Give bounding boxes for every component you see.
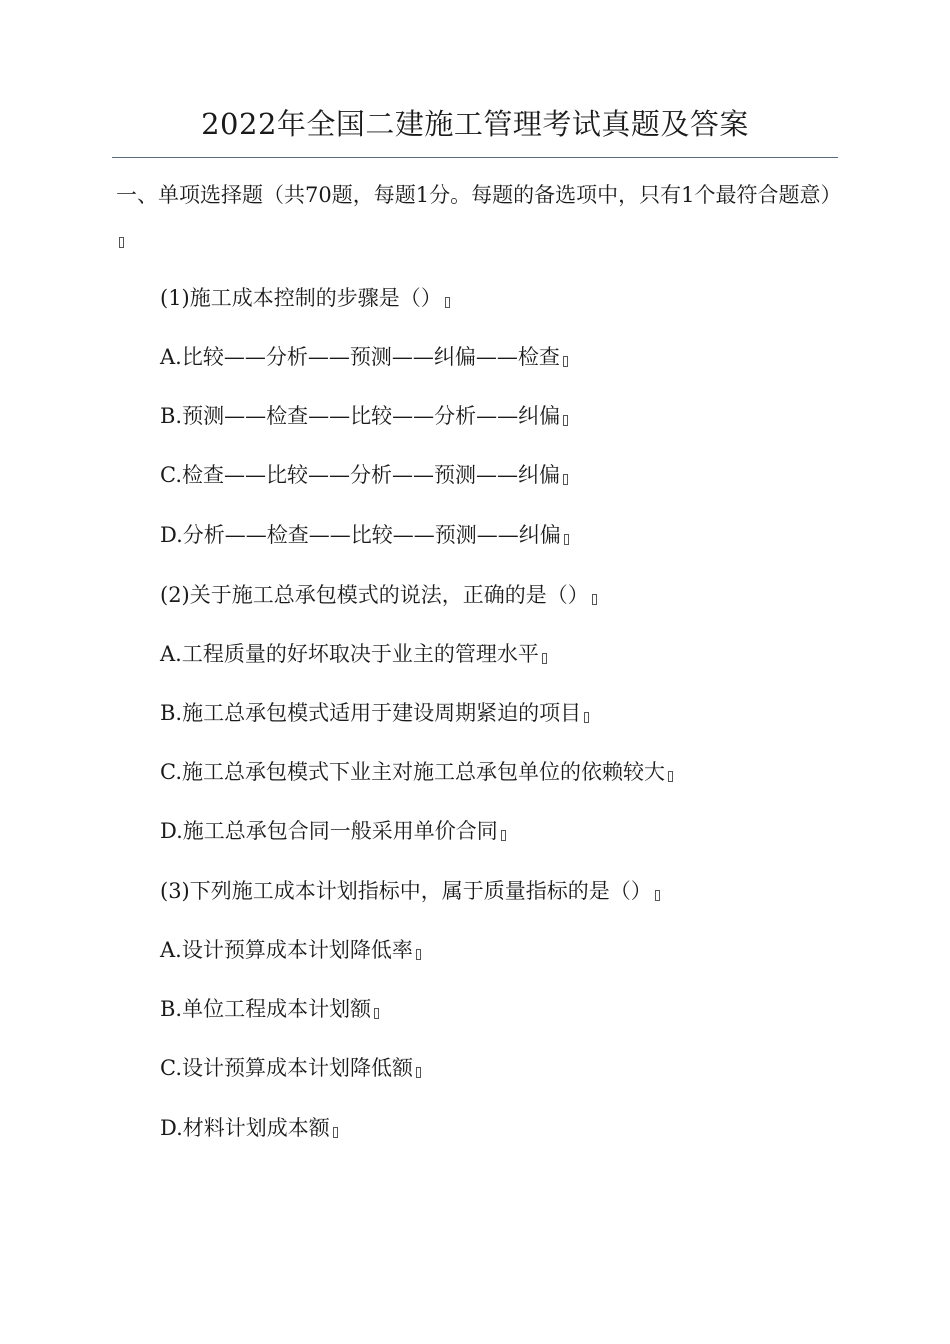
question-stem: (3)下列施工成本计划指标中，属于质量指标的是（） [160, 876, 660, 906]
paragraph-mark-icon [592, 594, 597, 605]
section-heading-text: 一、单项选择题（共70题，每题1分。每题的备选项中，只有1个最符合题意） [116, 183, 842, 207]
paragraph-mark-icon [374, 1008, 379, 1019]
answer-option: A.比较——分析——预测——纠偏——检查 [160, 342, 568, 372]
answer-option: B.单位工程成本计划额 [160, 994, 379, 1024]
paragraph-mark-icon [416, 1067, 421, 1078]
document-title: 2022年全国二建施工管理考试真题及答案 [201, 107, 749, 141]
question-stem: (2)关于施工总承包模式的说法，正确的是（） [160, 580, 597, 610]
answer-option: D.材料计划成本额 [160, 1113, 338, 1143]
paragraph-mark-icon [655, 890, 660, 901]
answer-option: C.检查——比较——分析——预测——纠偏 [160, 460, 568, 490]
answer-option: B.施工总承包模式适用于建设周期紧迫的项目 [160, 698, 589, 728]
question-stem: (1)施工成本控制的步骤是（） [160, 283, 450, 313]
paragraph-mark-icon [119, 237, 124, 248]
paragraph-mark-icon [542, 653, 547, 664]
answer-option: C.设计预算成本计划降低额 [160, 1053, 421, 1083]
paragraph-mark-icon [416, 949, 421, 960]
answer-option: C.施工总承包模式下业主对施工总承包单位的依赖较大 [160, 757, 673, 787]
section-heading [116, 174, 842, 260]
answer-option: D.分析——检查——比较——预测——纠偏 [160, 520, 569, 550]
answer-option: B.预测——检查——比较——分析——纠偏 [160, 401, 568, 431]
paragraph-mark-icon [445, 297, 450, 308]
paragraph-mark-icon [668, 771, 673, 782]
answer-option: D.施工总承包合同一般采用单价合同 [160, 816, 506, 846]
paragraph-mark-icon [501, 830, 506, 841]
answer-option: A.设计预算成本计划降低率 [160, 935, 421, 965]
paragraph-mark-icon [584, 712, 589, 723]
paragraph-mark-icon [333, 1127, 338, 1138]
title-divider [112, 157, 838, 158]
answer-option: A.工程质量的好坏取决于业主的管理水平 [160, 639, 547, 669]
paragraph-mark-icon [564, 534, 569, 545]
paragraph-mark-icon [563, 474, 568, 485]
paragraph-mark-icon [563, 415, 568, 426]
paragraph-mark-icon [563, 356, 568, 367]
